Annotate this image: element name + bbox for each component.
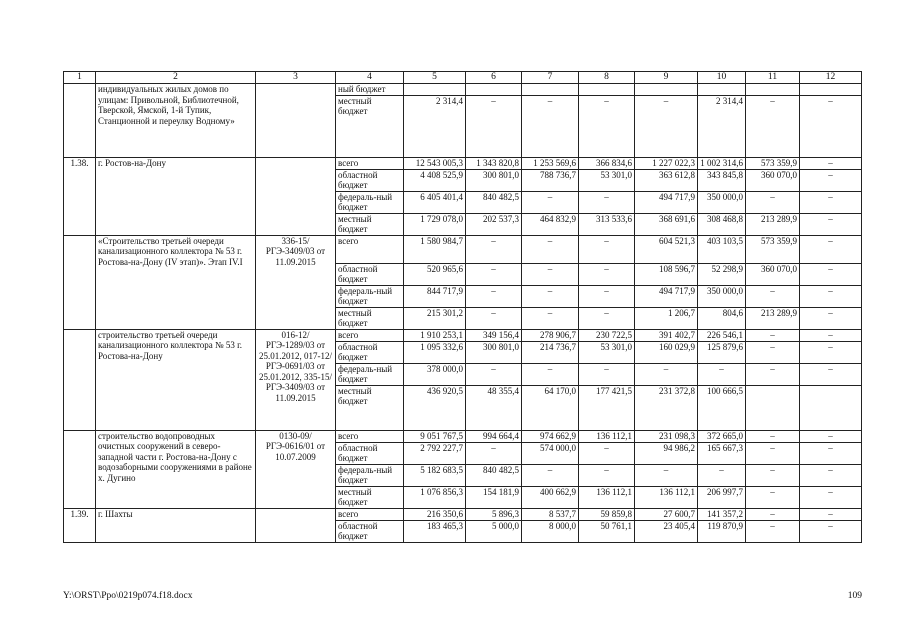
amount-cell: – [522, 464, 579, 486]
amount-cell: 230 722,5 [579, 329, 635, 341]
amount-cell: – [800, 363, 862, 385]
amount-cell: – [579, 263, 635, 285]
funding-source: федераль-ный бюджет [336, 191, 404, 213]
project-name: г. Шахты [96, 508, 256, 542]
funding-source: областной бюджет [336, 520, 404, 542]
amount-cell: – [800, 263, 862, 285]
funding-source: всего [336, 430, 404, 442]
amount-cell: 494 717,9 [635, 191, 698, 213]
funding-source: ный бюджет [336, 84, 404, 96]
amount-cell: – [746, 464, 800, 486]
amount-cell: 391 402,7 [635, 329, 698, 341]
amount-cell [522, 84, 579, 96]
amount-cell: 5 000,0 [466, 520, 522, 542]
funding-source: областной бюджет [336, 442, 404, 464]
amount-cell: 403 103,5 [698, 235, 746, 263]
item-number: 1.39. [64, 508, 96, 542]
amount-cell: – [522, 95, 579, 157]
amount-cell: 1 729 078,0 [404, 213, 466, 235]
amount-cell: – [466, 95, 522, 157]
amount-cell: – [800, 285, 862, 307]
column-number-7: 7 [522, 72, 579, 84]
amount-cell: – [746, 95, 800, 157]
column-number-3: 3 [256, 72, 336, 84]
amount-cell: – [466, 442, 522, 464]
amount-cell: – [522, 307, 579, 329]
amount-cell: 840 482,5 [466, 464, 522, 486]
funding-source: местный бюджет [336, 385, 404, 430]
expert-conclusion [256, 508, 336, 542]
amount-cell: – [800, 486, 862, 508]
amount-cell: – [800, 508, 862, 520]
item-number [64, 430, 96, 508]
amount-cell: – [635, 95, 698, 157]
amount-cell: 2 792 227,7 [404, 442, 466, 464]
column-number-8: 8 [579, 72, 635, 84]
amount-cell [746, 84, 800, 96]
item-number [64, 235, 96, 329]
amount-cell [579, 84, 635, 96]
amount-cell: 1 910 253,1 [404, 329, 466, 341]
column-number-12: 12 [800, 72, 862, 84]
amount-cell: – [746, 486, 800, 508]
funding-source: всего [336, 235, 404, 263]
amount-cell: 1 206,7 [635, 307, 698, 329]
amount-cell: 308 468,8 [698, 213, 746, 235]
amount-cell: – [698, 464, 746, 486]
amount-cell: 94 986,2 [635, 442, 698, 464]
amount-cell: – [635, 363, 698, 385]
amount-cell: – [466, 363, 522, 385]
amount-cell: 59 859,8 [579, 508, 635, 520]
amount-cell: 108 596,7 [635, 263, 698, 285]
amount-cell: – [800, 169, 862, 191]
amount-cell: 136 112,1 [579, 486, 635, 508]
amount-cell: – [746, 520, 800, 542]
funding-source: местный бюджет [336, 213, 404, 235]
amount-cell: 994 664,4 [466, 430, 522, 442]
amount-cell: 213 289,9 [746, 307, 800, 329]
item-number [64, 329, 96, 430]
amount-cell: – [746, 430, 800, 442]
amount-cell [746, 385, 800, 430]
column-number-9: 9 [635, 72, 698, 84]
funding-source: всего [336, 329, 404, 341]
amount-cell: 1 227 022,3 [635, 157, 698, 169]
expert-conclusion: 336-15/РГЭ-3409/03 от 11.09.2015 [256, 235, 336, 329]
amount-cell: 6 405 401,4 [404, 191, 466, 213]
amount-cell: – [635, 464, 698, 486]
amount-cell: 436 920,5 [404, 385, 466, 430]
amount-cell: 12 543 005,3 [404, 157, 466, 169]
amount-cell: 840 482,5 [466, 191, 522, 213]
amount-cell: 278 906,7 [522, 329, 579, 341]
amount-cell: – [800, 213, 862, 235]
amount-cell: – [579, 285, 635, 307]
amount-cell: – [466, 263, 522, 285]
project-name: «Строительство третьей очереди канализационного коллектора № 53 г. Ростова-на-Дону (IV этап)». Этап IV.I [96, 235, 256, 329]
amount-cell: 64 170,0 [522, 385, 579, 430]
funding-source: местный бюджет [336, 95, 404, 157]
column-number-4: 4 [336, 72, 404, 84]
amount-cell: – [800, 520, 862, 542]
amount-cell: 313 533,6 [579, 213, 635, 235]
amount-cell: 366 834,6 [579, 157, 635, 169]
expert-conclusion [256, 84, 336, 158]
amount-cell: 202 537,3 [466, 213, 522, 235]
funding-source: областной бюджет [336, 169, 404, 191]
amount-cell: 160 029,9 [635, 341, 698, 363]
amount-cell: – [579, 191, 635, 213]
amount-cell: 9 051 767,5 [404, 430, 466, 442]
amount-cell: – [466, 235, 522, 263]
amount-cell [404, 84, 466, 96]
expert-conclusion [256, 157, 336, 235]
column-number-5: 5 [404, 72, 466, 84]
amount-cell: – [522, 263, 579, 285]
amount-cell: 52 298,9 [698, 263, 746, 285]
amount-cell: 125 879,6 [698, 341, 746, 363]
amount-cell: – [579, 442, 635, 464]
amount-cell: – [522, 363, 579, 385]
table-row [64, 508, 862, 520]
amount-cell: – [800, 430, 862, 442]
amount-cell: 360 070,0 [746, 169, 800, 191]
amount-cell: 27 600,7 [635, 508, 698, 520]
project-name: г. Ростов-на-Дону [96, 157, 256, 235]
budget-table [63, 71, 862, 543]
project-name: индивидуальных жилых домов по улицам: Привольной, Библиотечной, Тверской, Ямской, 1-й Тупик, Станционной и переулку Водному» [96, 84, 256, 158]
amount-cell: 5 182 683,5 [404, 464, 466, 486]
amount-cell [800, 385, 862, 430]
amount-cell: 372 665,0 [698, 430, 746, 442]
amount-cell: 5 896,3 [466, 508, 522, 520]
amount-cell: – [746, 341, 800, 363]
amount-cell: 226 546,1 [698, 329, 746, 341]
amount-cell: – [800, 307, 862, 329]
amount-cell: 154 181,9 [466, 486, 522, 508]
amount-cell: 363 612,8 [635, 169, 698, 191]
amount-cell: 2 314,4 [404, 95, 466, 157]
amount-cell: 573 359,9 [746, 157, 800, 169]
column-number-6: 6 [466, 72, 522, 84]
amount-cell: 50 761,1 [579, 520, 635, 542]
funding-source: местный бюджет [336, 307, 404, 329]
amount-cell: 216 350,6 [404, 508, 466, 520]
amount-cell: 1 095 332,6 [404, 341, 466, 363]
funding-source: федераль-ный бюджет [336, 363, 404, 385]
amount-cell: – [800, 157, 862, 169]
amount-cell: – [746, 191, 800, 213]
expert-conclusion: 0130-09/РГЭ-0616/01 от 10.07.2009 [256, 430, 336, 508]
amount-cell: – [746, 363, 800, 385]
column-number-1: 1 [64, 72, 96, 84]
document-sheet [63, 71, 862, 543]
amount-cell: – [466, 307, 522, 329]
amount-cell: 141 357,2 [698, 508, 746, 520]
amount-cell: – [800, 191, 862, 213]
amount-cell: – [746, 285, 800, 307]
amount-cell: 100 666,5 [698, 385, 746, 430]
funding-source: областной бюджет [336, 263, 404, 285]
amount-cell: 136 112,1 [579, 430, 635, 442]
amount-cell: 177 421,5 [579, 385, 635, 430]
amount-cell: – [746, 442, 800, 464]
funding-source: федераль-ный бюджет [336, 464, 404, 486]
amount-cell: – [579, 95, 635, 157]
amount-cell: 349 156,4 [466, 329, 522, 341]
amount-cell: 844 717,9 [404, 285, 466, 307]
amount-cell: 494 717,9 [635, 285, 698, 307]
amount-cell: – [800, 442, 862, 464]
amount-cell: 215 301,2 [404, 307, 466, 329]
footer-file-path: Y:\ORST\Ppo\0219p074.f18.docx [63, 591, 193, 601]
amount-cell [800, 84, 862, 96]
amount-cell: 464 832,9 [522, 213, 579, 235]
amount-cell: 974 662,9 [522, 430, 579, 442]
amount-cell: 53 301,0 [579, 169, 635, 191]
amount-cell: 604 521,3 [635, 235, 698, 263]
amount-cell: – [800, 464, 862, 486]
amount-cell: 231 372,8 [635, 385, 698, 430]
amount-cell: – [466, 285, 522, 307]
amount-cell: – [579, 464, 635, 486]
table-row [64, 430, 862, 442]
amount-cell [635, 84, 698, 96]
amount-cell: 2 314,4 [698, 95, 746, 157]
page-number: 109 [847, 591, 862, 601]
amount-cell [698, 84, 746, 96]
amount-cell: 378 000,0 [404, 363, 466, 385]
amount-cell: 119 870,9 [698, 520, 746, 542]
amount-cell: – [522, 235, 579, 263]
amount-cell [466, 84, 522, 96]
amount-cell: 360 070,0 [746, 263, 800, 285]
amount-cell: 368 691,6 [635, 213, 698, 235]
amount-cell: – [800, 95, 862, 157]
amount-cell: 4 408 525,9 [404, 169, 466, 191]
amount-cell: 1 076 856,3 [404, 486, 466, 508]
amount-cell: 136 112,1 [635, 486, 698, 508]
amount-cell: – [579, 307, 635, 329]
amount-cell: 343 845,8 [698, 169, 746, 191]
amount-cell: 53 301,0 [579, 341, 635, 363]
column-number-11: 11 [746, 72, 800, 84]
amount-cell: 400 662,9 [522, 486, 579, 508]
amount-cell: 231 098,3 [635, 430, 698, 442]
amount-cell: – [579, 363, 635, 385]
funding-source: областной бюджет [336, 341, 404, 363]
amount-cell: 350 000,0 [698, 191, 746, 213]
amount-cell: 1 343 820,8 [466, 157, 522, 169]
amount-cell: 520 965,6 [404, 263, 466, 285]
amount-cell: – [800, 341, 862, 363]
amount-cell: – [800, 235, 862, 263]
funding-source: федераль-ный бюджет [336, 285, 404, 307]
item-number [64, 84, 96, 158]
amount-cell: 8 000,0 [522, 520, 579, 542]
project-name: строительство водопроводных очистных сооружений в северо-западной части г. Ростова-на-Дону с водозаборными сооружениями в районе х. Дугино [96, 430, 256, 508]
amount-cell: 23 405,4 [635, 520, 698, 542]
funding-source: всего [336, 508, 404, 520]
table-row [64, 235, 862, 263]
amount-cell: 350 000,0 [698, 285, 746, 307]
amount-cell: 213 289,9 [746, 213, 800, 235]
funding-source: местный бюджет [336, 486, 404, 508]
amount-cell: 8 537,7 [522, 508, 579, 520]
amount-cell: 48 355,4 [466, 385, 522, 430]
table-row [64, 329, 862, 341]
funding-source: всего [336, 157, 404, 169]
item-number: 1.38. [64, 157, 96, 235]
table-row [64, 84, 862, 96]
amount-cell: 788 736,7 [522, 169, 579, 191]
expert-conclusion: 016-12/РГЭ-1289/03 от 25.01.2012, 017-12/РГЭ-0691/03 от 25.01.2012, 335-15/РГЭ-3409/03 от 11.09.2015 [256, 329, 336, 430]
amount-cell: 1 002 314,6 [698, 157, 746, 169]
amount-cell: – [746, 508, 800, 520]
amount-cell: 573 359,9 [746, 235, 800, 263]
column-number-2: 2 [96, 72, 256, 84]
amount-cell: 214 736,7 [522, 341, 579, 363]
amount-cell: – [800, 329, 862, 341]
column-number-row [64, 72, 862, 84]
table-row [64, 157, 862, 169]
amount-cell: – [698, 363, 746, 385]
amount-cell: 183 465,3 [404, 520, 466, 542]
amount-cell: 300 801,0 [466, 341, 522, 363]
project-name: строительство третьей очереди канализационного коллектора № 53 г. Ростова-на-Дону [96, 329, 256, 430]
amount-cell: 804,6 [698, 307, 746, 329]
amount-cell: 206 997,7 [698, 486, 746, 508]
amount-cell: 1 580 984,7 [404, 235, 466, 263]
amount-cell: – [522, 285, 579, 307]
amount-cell: 1 253 569,6 [522, 157, 579, 169]
amount-cell: – [579, 235, 635, 263]
amount-cell: 165 667,3 [698, 442, 746, 464]
amount-cell: 574 000,0 [522, 442, 579, 464]
amount-cell: 300 801,0 [466, 169, 522, 191]
amount-cell: – [746, 329, 800, 341]
column-number-10: 10 [698, 72, 746, 84]
amount-cell: – [522, 191, 579, 213]
